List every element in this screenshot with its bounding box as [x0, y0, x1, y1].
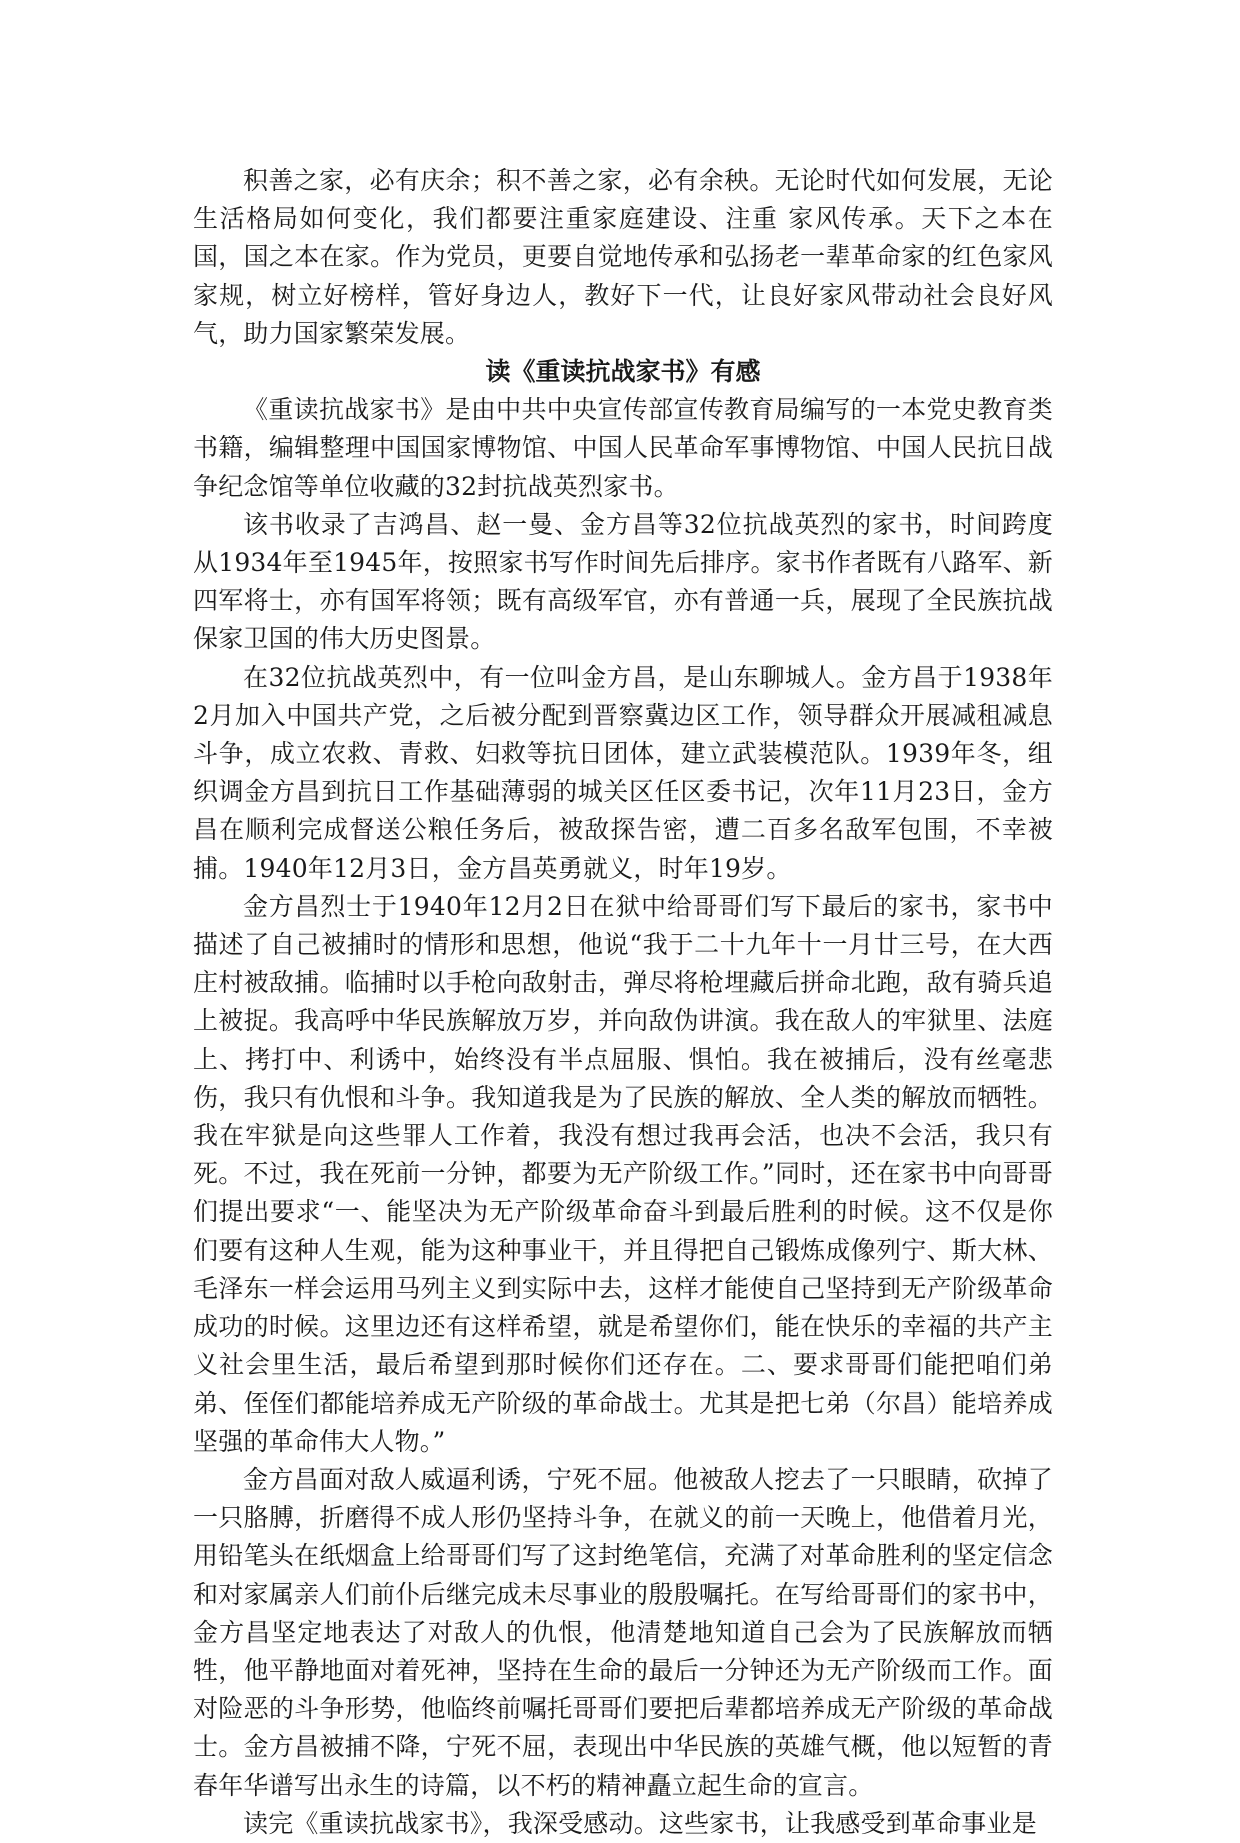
body-paragraph-heroism: 金方昌面对敌人威逼利诱，宁死不屈。他被敌人挖去了一只眼睛，砍掉了一只胳膊，折磨得不成人形仍坚持斗争，在就义的前一天晚上，他借着月光，用铅笔头在纸烟盒上给哥哥们写了这封绝笔信，充满了对革命胜利的坚定信念和对家属亲人们前仆后继完成未尽事业的殷殷嘱托。在写给哥哥们的家书中，金方昌坚定地表达了对敌人的仇恨，他清楚地知道自己会为了民族解放而牺牲，他平静地面对着死神，坚持在生命的最后一分钟还为无产阶级而工作。面对险恶的斗争形势，他临终前嘱托哥哥们要把后辈都培养成无产阶级的革命战士。金方昌被捕不降，宁死不屈，表现出中华民族的英雄气概，他以短暂的青春年华谱写出永生的诗篇，以不朽的精神矗立起生命的宣言。 — [193, 1464, 1053, 1800]
body-paragraph-final-letter: 金方昌烈士于1940年12月2日在狱中给哥哥们写下最后的家书，家书中描述了自己被捕时的情形和思想，他说“我于二十九年十一月廿三号，在大西庄村被敌捕。临捕时以手枪向敌射击，弹尽将枪埋藏后拼命北跑，敌有骑兵追上被捉。我高呼中华民族解放万岁，并向敌伪讲演。我在敌人的牢狱里、法庭上、拷打中、利诱中，始终没有半点屈服、惧怕。我在被捕后，没有丝毫悲伤，我只有仇恨和斗争。我知道我是为了民族的解放、全人类的解放而牺牲。我在牢狱是向这些罪人工作着，我没有想过我再会活，也决不会活，我只有死。不过，我在死前一分钟，都要为无产阶级工作。”同时，还在家书中向哥哥们提出要求“一、能坚决为无产阶级革命奋斗到最后胜利的时候。这不仅是你们要有这种人生观，能为这种事业干，并且得把自己锻炼成像列宁、斯大林、毛泽东一样会运用马列主义到实际中去，这样才能使自己坚持到无产阶级革命成功的时候。这里边还有这样希望，就是希望你们，能在快乐的幸福的共产主义社会里生活，最后希望到那时候你们还存在。二、要求哥哥们能把咱们弟弟、侄侄们都能培养成无产阶级的革命战士。尤其是把七弟（尔昌）能培养成坚强的革命伟大人物。” — [193, 891, 1053, 1456]
body-paragraph-jin-fangchang-bio: 在32位抗战英烈中，有一位叫金方昌，是山东聊城人。金方昌于1938年2月加入中国共产党，之后被分配到晋察冀边区工作，领导群众开展减租减息斗争，成立农救、青救、妇救等抗日团体，建立武装模范队。1939年冬，组织调金方昌到抗日工作基础薄弱的城关区任区委书记，次年11月23日，金方昌在顺利完成督送公粮任务后，被敌探告密，遭二百多名敌军包围，不幸被捕。1940年12月3日，金方昌英勇就义，时年19岁。 — [193, 662, 1053, 883]
body-paragraph-book-contents: 该书收录了吉鸿昌、赵一曼、金方昌等32位抗战英烈的家书，时间跨度从1934年至1945年，按照家书写作时间先后排序。家书作者既有八路军、新四军将士，亦有国军将领；既有高级军官，亦有普通一兵，展现了全民族抗战保家卫国的伟大历史图景。 — [193, 509, 1053, 654]
intro-paragraph: 积善之家，必有庆余；积不善之家，必有余秧。无论时代如何发展，无论生活格局如何变化，我们都要注重家庭建设、注重 家风传承。天下之本在国，国之本在家。作为党员，更要自觉地传承和弘扬老一辈革命家的红色家风家规，树立好榜样，管好身边人，教好下一代，让良好家风带动社会良好风气，助力国家繁荣发展。 — [193, 166, 1053, 348]
body-paragraph-reflection: 读完《重读抗战家书》，我深受感动。这些家书，让我感受到革命事业是 — [243, 1808, 1037, 1838]
section-title: 读《重读抗战家书》有感 — [485, 357, 761, 387]
body-paragraph-book-intro: 《重读抗战家书》是由中共中央宣传部宣传教育局编写的一本党史教育类书籍，编辑整理中国国家博物馆、中国人民革命军事博物馆、中国人民抗日战争纪念馆等单位收藏的32封抗战英烈家书。 — [193, 395, 1053, 501]
document-body — [193, 162, 1053, 1843]
